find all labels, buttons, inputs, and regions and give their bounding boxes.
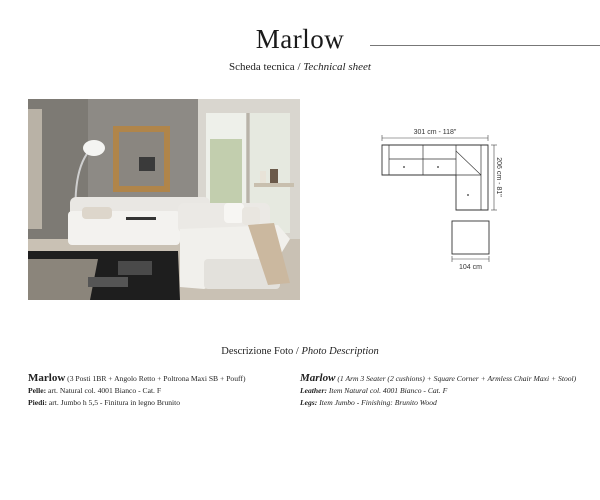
sofa-outline [382, 145, 488, 210]
english-leather-value: Item Natural col. 4001 Bianco - Cat. F [327, 386, 448, 396]
italian-product-line [28, 372, 290, 385]
english-configuration: (1 Arm 3 Seater (2 cushions) + Square Corner + Armless Chair Maxi + Stool) [335, 374, 577, 383]
english-description [300, 372, 580, 410]
page-title: Marlow [255, 24, 345, 54]
page-subtitle [0, 61, 600, 73]
english-legs-label: Legs: [300, 398, 318, 408]
italian-configuration: (3 Posti 1BR + Angolo Retto + Poltrona Maxi SB + Pouff) [65, 374, 246, 383]
italian-legs-value: art. Jumbo h 5,5 - Finitura in legno Brunito [46, 398, 181, 408]
italian-leather-label: Pelle: [28, 386, 47, 396]
italian-leather-value: art. Natural col. 4001 Bianco - Cat. F [46, 386, 162, 396]
subtitle-italian: Scheda tecnica / [229, 61, 301, 73]
italian-description [28, 372, 290, 410]
english-legs-value: Item Jumbo - Finishing: Brunito Wood [317, 398, 437, 408]
depth-label: 206 cm - 81" [495, 157, 502, 197]
english-leather-line [300, 385, 580, 397]
english-legs-line [300, 397, 580, 409]
italian-legs-label: Piedi: [28, 398, 47, 408]
english-leather-label: Leather: [300, 386, 327, 396]
stool-outline [452, 221, 489, 254]
italian-product-name: Marlow [28, 372, 66, 384]
width-label: 301 cm - 118" [413, 129, 457, 136]
subtitle-english: Technical sheet [303, 61, 371, 73]
dimension-diagram [376, 125, 500, 273]
english-product-line [300, 372, 580, 385]
english-product-name: Marlow [300, 372, 336, 384]
photo-description-heading [0, 346, 600, 357]
photo-description-english: Photo Description [301, 346, 379, 357]
stool-label: 104 cm [459, 264, 482, 271]
photo-description-italian: Descrizione Foto / [221, 346, 299, 357]
product-photo [28, 99, 300, 300]
title-divider [370, 45, 600, 46]
product-photo-illustration [28, 99, 300, 300]
italian-legs-line [28, 397, 290, 409]
italian-leather-line [28, 385, 290, 397]
